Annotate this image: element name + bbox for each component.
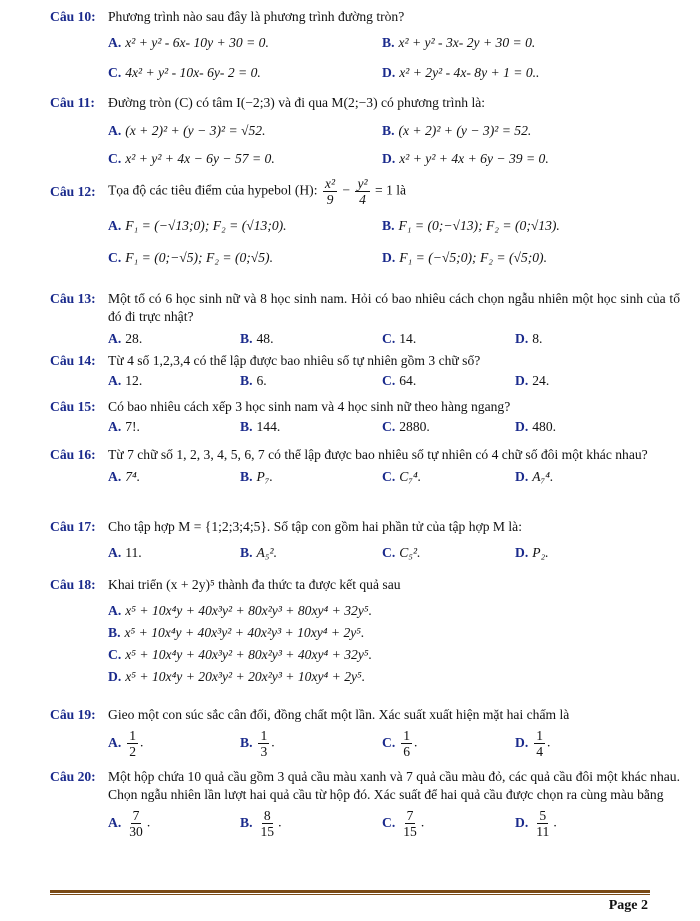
page-number: Page 2 bbox=[608, 898, 648, 913]
option-a[interactable]: A. x⁵ + 10x⁴y + 40x³y² + 80x²y³ + 80xy⁴ + 32y⁵. bbox=[108, 603, 372, 618]
option-a[interactable]: A. 28. bbox=[108, 331, 143, 346]
option-a[interactable]: A. 7!. bbox=[108, 419, 140, 434]
option-b[interactable]: B. (x + 2)² + (y − 3)² = 52. bbox=[382, 123, 532, 138]
question-17 bbox=[50, 518, 680, 564]
option-a[interactable]: A. $\frac{7}{30}$ . bbox=[108, 808, 151, 839]
option-c[interactable]: C. C₇⁴. bbox=[382, 469, 422, 484]
option-b[interactable]: B. P₇. bbox=[240, 469, 273, 484]
option-c[interactable]: C. 4x² + y² - 10x- 6y- 2 = 0. bbox=[108, 65, 261, 80]
option-c[interactable]: C. 64. bbox=[382, 373, 417, 388]
question-label: Câu 18: bbox=[50, 577, 96, 592]
question-text: Cho tập hợp M = {1;2;3;4;5}. Số tập con gồm hai phần tử của tập hợp M là: bbox=[108, 519, 522, 534]
question-text: Đường tròn (C) có tâm I(−2;3) và đi qua M(2;−3) có phương trình là: bbox=[108, 95, 486, 110]
question-text: Phương trình nào sau đây là phương trình đường tròn? bbox=[108, 9, 405, 24]
question-15 bbox=[50, 398, 680, 438]
option-a[interactable]: A. 11. bbox=[108, 545, 142, 560]
option-b[interactable]: B. 144. bbox=[240, 419, 281, 434]
question-label: Câu 17: bbox=[50, 519, 96, 534]
option-a[interactable]: A. F₁ = (−√13;0); F₂ = (√13;0). bbox=[108, 218, 287, 233]
question-text: Có bao nhiêu cách xếp 3 học sinh nam và 4 học sinh nữ theo hàng ngang? bbox=[108, 399, 511, 414]
option-a[interactable]: A. x² + y² - 6x- 10y + 30 = 0. bbox=[108, 35, 269, 50]
option-d[interactable]: D. x² + y² + 4x + 6y − 39 = 0. bbox=[382, 151, 549, 166]
option-d[interactable]: D. A₇⁴. bbox=[515, 469, 554, 484]
option-b[interactable]: B. 48. bbox=[240, 331, 274, 346]
option-c[interactable]: C. 2880. bbox=[382, 419, 430, 434]
question-label: Câu 14: bbox=[50, 353, 96, 368]
option-b[interactable]: B. A₅². bbox=[240, 545, 277, 560]
option-a[interactable]: A. (x + 2)² + (y − 3)² = √52. bbox=[108, 123, 266, 138]
question-label: Câu 10: bbox=[50, 9, 96, 24]
question-text: Tọa độ các tiêu điểm của hypebol (H): $\frac{\text{x²}}{9}$ − $\frac{\text{y²}}{4}$ = 1 là bbox=[108, 176, 407, 207]
option-c[interactable]: C. $\frac{1}{6}$ . bbox=[382, 728, 418, 759]
option-c[interactable]: C. x² + y² + 4x − 6y − 57 = 0. bbox=[108, 151, 275, 166]
option-d[interactable]: D. $\frac{5}{11}$ . bbox=[515, 808, 557, 839]
question-label: Câu 13: bbox=[50, 291, 96, 306]
question-text: Một tổ có 6 học sinh nữ và 8 học sinh nam. Hỏi có bao nhiêu cách chọn ngẫu nhiên một học sinh của tổ đó đi trực nhật? bbox=[108, 291, 680, 324]
option-d[interactable]: D. 8. bbox=[515, 331, 543, 346]
fraction: $\frac{\text{x²}}{9}$ bbox=[324, 176, 336, 207]
option-c[interactable]: C. $\frac{7}{15}$ . bbox=[382, 808, 425, 839]
fraction: $\frac{\text{y²}}{4}$ bbox=[357, 176, 368, 207]
option-c[interactable]: C. C₅². bbox=[382, 545, 421, 560]
question-12 bbox=[50, 176, 680, 269]
question-19 bbox=[50, 706, 680, 768]
option-b[interactable]: B. F₁ = (0;−√13); F₂ = (0;√13). bbox=[382, 218, 560, 233]
option-c[interactable]: C. x⁵ + 10x⁴y + 40x³y² + 80x²y³ + 40xy⁴ + 32y⁵. bbox=[108, 647, 372, 662]
option-a[interactable]: A. 12. bbox=[108, 373, 143, 388]
option-c[interactable]: C. 14. bbox=[382, 331, 417, 346]
option-d[interactable]: D. 24. bbox=[515, 373, 550, 388]
question-11 bbox=[50, 94, 680, 170]
question-14 bbox=[50, 352, 680, 392]
question-20 bbox=[50, 768, 680, 848]
option-d[interactable]: D. x² + 2y² - 4x- 8y + 1 = 0.. bbox=[382, 65, 540, 80]
option-c[interactable]: C. F₁ = (0;−√5); F₂ = (0;√5). bbox=[108, 250, 273, 265]
question-label: Câu 15: bbox=[50, 399, 96, 414]
footer-rule bbox=[50, 890, 650, 895]
question-18 bbox=[50, 576, 680, 688]
option-d[interactable]: D. F₁ = (−√5;0); F₂ = (√5;0). bbox=[382, 250, 547, 265]
question-text: Từ 4 số 1,2,3,4 có thể lập được bao nhiêu số tự nhiên gồm 3 chữ số? bbox=[108, 353, 481, 368]
option-d[interactable]: D. $\frac{1}{4}$ . bbox=[515, 728, 551, 759]
question-text: Gieo một con súc sắc cân đối, đồng chất một lần. Xác suất xuất hiện mặt hai chấm là bbox=[108, 707, 570, 722]
option-a[interactable]: A. 7⁴. bbox=[108, 469, 141, 484]
question-label: Câu 12: bbox=[50, 183, 96, 199]
option-d[interactable]: D. 480. bbox=[515, 419, 557, 434]
question-label: Câu 16: bbox=[50, 447, 96, 462]
option-b[interactable]: B. 6. bbox=[240, 373, 267, 388]
question-16 bbox=[50, 446, 680, 488]
question-10 bbox=[50, 8, 680, 84]
question-label: Câu 20: bbox=[50, 769, 96, 784]
question-text: Khai triển (x + 2y)⁵ thành đa thức ta được kết quả sau bbox=[108, 577, 401, 592]
option-d[interactable]: D. P₂. bbox=[515, 545, 549, 560]
option-d[interactable]: D. x⁵ + 10x⁴y + 20x³y² + 20x²y³ + 10xy⁴ + 2y⁵. bbox=[108, 669, 366, 684]
question-label: Câu 19: bbox=[50, 707, 96, 722]
option-b[interactable]: B. x² + y² - 3x- 2y + 30 = 0. bbox=[382, 35, 536, 50]
option-b[interactable]: B. $\frac{8}{15}$ . bbox=[240, 808, 282, 839]
question-label: Câu 11: bbox=[50, 95, 95, 110]
option-b[interactable]: B. x⁵ + 10x⁴y + 40x³y² + 40x²y³ + 10xy⁴ + 2y⁵. bbox=[108, 625, 365, 640]
question-text: Từ 7 chữ số 1, 2, 3, 4, 5, 6, 7 có thể lập được bao nhiêu số tự nhiên có 4 chữ số đôi một khác nhau? bbox=[108, 447, 648, 462]
question-13 bbox=[50, 290, 680, 350]
option-b[interactable]: B. $\frac{1}{3}$ . bbox=[240, 728, 275, 759]
question-text: Một hộp chứa 10 quả cầu gồm 3 quả cầu màu xanh và 7 quả cầu màu đỏ, các quả cầu đôi một khác nhau. Chọn ngẫu nhiên lần lượt hai quả cầu từ hộp đó. Xác suất để hai quả cầu được chọn ra cùng màu bằng bbox=[108, 769, 680, 802]
option-a[interactable]: A. $\frac{1}{2}$ . bbox=[108, 728, 144, 759]
